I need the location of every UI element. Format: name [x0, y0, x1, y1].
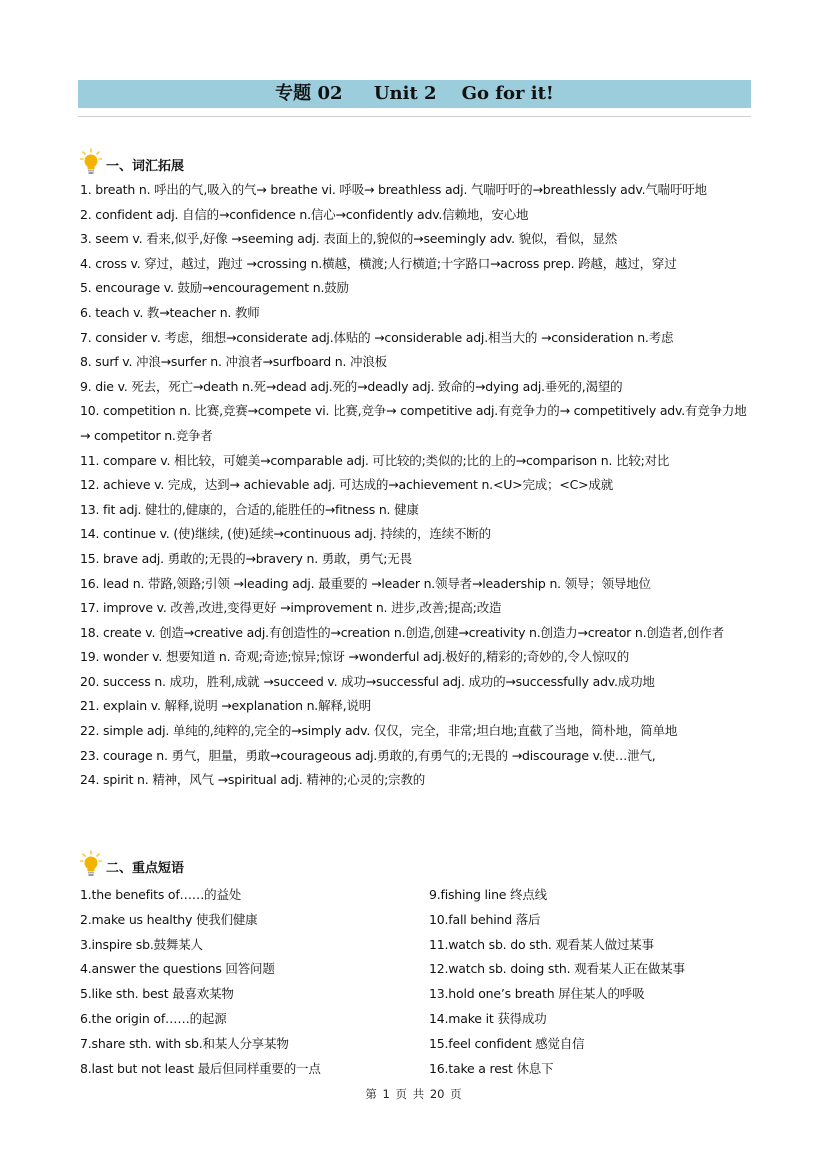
list-item: 13.hold one’s breath 屏住某人的呼吸	[429, 986, 645, 1002]
list-item: 8.last but not least 最后但同样重要的一点	[80, 1060, 321, 1076]
list-item: 5.like sth. best 最喜欢某物	[80, 986, 234, 1002]
list-item: 18. create v. 创造→creative adj.有创造性的→creation n.创造,创建→creativity n.创造力→creator n.创造者,创作者	[80, 624, 724, 640]
list-item: 3.inspire sb.鼓舞某人	[80, 936, 203, 952]
lightbulb-icon	[80, 850, 102, 878]
list-item: 19. wonder v. 想要知道 n. 奇观;奇迹;惊异;惊讶 →wonderful adj.极好的,精彩的;奇妙的,令人惊叹的	[80, 649, 630, 665]
list-item: 9. die v. 死去，死亡→death n.死→dead adj.死的→deadly adj. 致命的→dying adj.垂死的,渴望的	[80, 378, 623, 394]
list-item: 3. seem v. 看来,似乎,好像 →seeming adj. 表面上的,貌似的→seemingly adv. 貌似，看似，显然	[80, 231, 618, 247]
list-item: 7. consider v. 考虑，细想→considerate adj.体贴的 →considerable adj.相当大的 →consideration n.考虑	[80, 329, 674, 345]
list-item: 23. courage n. 勇气，胆量，勇敢→courageous adj.勇敢的,有勇气的;无畏的 →discourage v.使…泄气,	[80, 747, 656, 763]
list-item: 12.watch sb. doing sth. 观看某人正在做某事	[429, 961, 685, 977]
section-title: 二、重点短语	[106, 861, 185, 876]
list-item: 1.the benefits of……的益处	[80, 887, 242, 902]
document-title: 专题 02 Unit 2 Go for it!	[78, 80, 751, 108]
section-title: 一、词汇拓展	[106, 159, 185, 174]
list-item: 15. brave adj. 勇敢的;无畏的→bravery n. 勇敢，勇气;无畏	[80, 550, 412, 566]
list-item: 8. surf v. 冲浪→surfer n. 冲浪者→surfboard n. 冲浪板	[80, 354, 387, 370]
list-item: 20. success n. 成功，胜利,成就 →succeed v. 成功→successful adj. 成功的→successfully adv.成功地	[80, 673, 655, 689]
vocabulary-list	[80, 178, 750, 793]
list-item: 11.watch sb. do sth. 观看某人做过某事	[429, 936, 654, 952]
list-item: 13. fit adj. 健壮的,健康的，合适的,能胜任的→fitness n. 健康	[80, 501, 419, 517]
list-item: 4.answer the questions 回答问题	[80, 961, 275, 977]
title-divider	[78, 116, 751, 117]
list-item: 10.fall behind 落后	[429, 911, 541, 927]
list-item: 4. cross v. 穿过，越过，跑过 →crossing n.横越，横渡;人行横道;十字路口→across prep. 跨越，越过，穿过	[80, 255, 677, 271]
section-vocabulary-heading	[80, 146, 184, 176]
list-item: 2. confident adj. 自信的→confidence n.信心→confidently adv.信赖地，安心地	[80, 206, 529, 222]
list-item: 7.share sth. with sb.和某人分享某物	[80, 1035, 289, 1051]
list-item: 6. teach v. 教→teacher n. 教师	[80, 304, 260, 320]
page-number: 第 1 页 共 20 页	[365, 1087, 462, 1101]
list-item: 16. lead n. 带路,领路;引领 →leading adj. 最重要的 →leader n.领导者→leadership n. 领导；领导地位	[80, 575, 651, 591]
list-item: 14.make it 获得成功	[429, 1010, 547, 1026]
list-item: 1. breath n. 呼出的气,吸入的气→ breathe vi. 呼吸→ breathless adj. 气喘吁吁的→breathlessly adv.气喘吁吁地	[80, 182, 707, 197]
list-item: 12. achieve v. 完成，达到→ achievable adj. 可达成的→achievement n.<U>完成；<C>成就	[80, 477, 614, 493]
list-item: 24. spirit n. 精神，风气 →spiritual adj. 精神的;心灵的;宗教的	[80, 772, 426, 788]
list-item: 22. simple adj. 单纯的,纯粹的,完全的→simply adv. 仅仅，完全，非常;坦白地;直截了当地，简朴地，简单地	[80, 723, 678, 739]
list-item: 10. competition n. 比赛,竞赛→compete vi. 比赛,竞争→ competitive adj.有竞争力的→ competitively adv.有竞争力地→ competitor n.竞争者	[80, 403, 747, 443]
list-item: 5. encourage v. 鼓励→encouragement n.鼓励	[80, 280, 349, 296]
list-item: 2.make us healthy 使我们健康	[80, 911, 258, 927]
list-item: 17. improve v. 改善,改进,变得更好 →improvement n. 进步,改善;提高;改造	[80, 600, 502, 616]
phrases-list	[80, 883, 750, 1081]
list-item: 15.feel confident 感觉自信	[429, 1035, 585, 1051]
list-item: 6.the origin of……的起源	[80, 1010, 227, 1026]
lightbulb-icon	[80, 148, 102, 176]
list-item: 9.fishing line 终点线	[429, 887, 547, 902]
list-item: 14. continue v. (使)继续, (使)延续→continuous adj. 持续的，连续不断的	[80, 526, 491, 542]
section-phrases-heading	[80, 848, 184, 878]
list-item: 16.take a rest 休息下	[429, 1060, 554, 1076]
list-item: 11. compare v. 相比较，可媲美→comparable adj. 可比较的;类似的;比的上的→comparison n. 比较;对比	[80, 452, 670, 468]
list-item: 21. explain v. 解释,说明 →explanation n.解释,说明	[80, 698, 372, 714]
